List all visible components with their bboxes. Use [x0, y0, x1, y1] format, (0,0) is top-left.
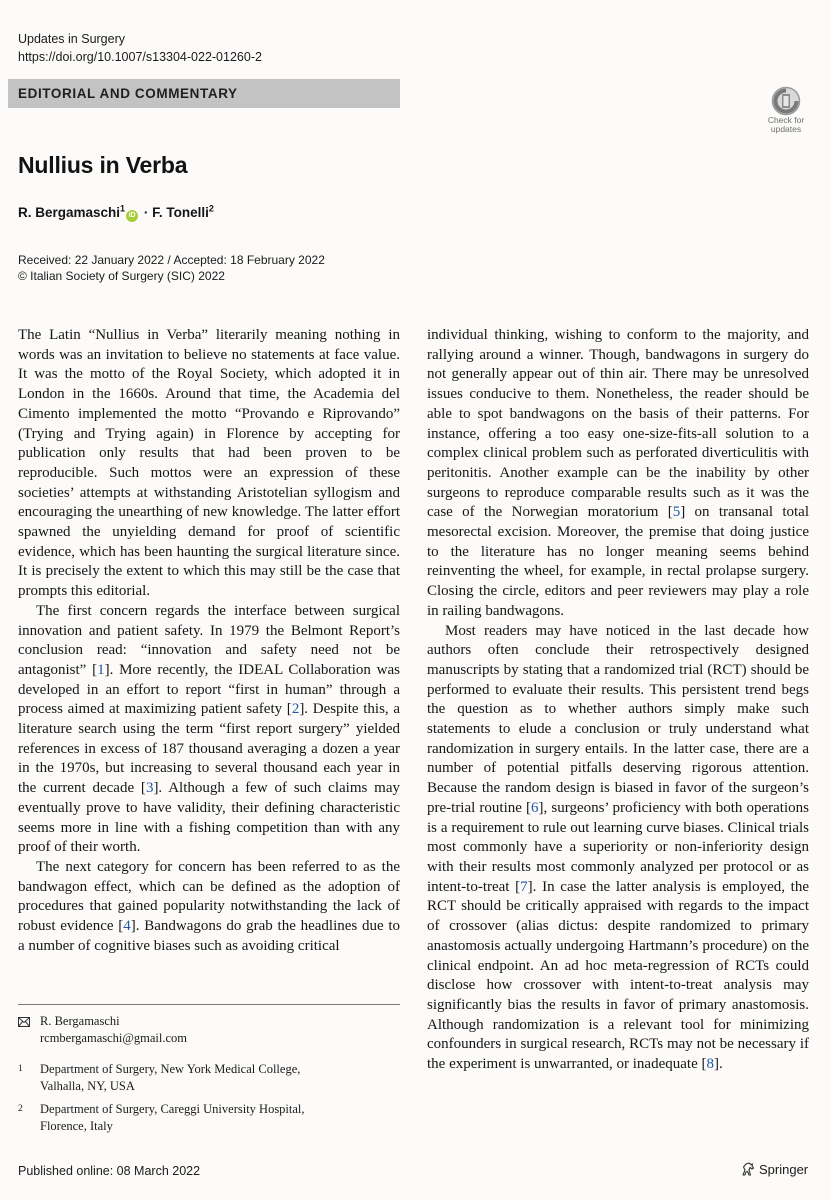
doi-link[interactable]: https://doi.org/10.1007/s13304-022-01260-2 [18, 50, 262, 64]
paragraph-text: ]. Although a few of such claims may eventually prove to have validity, their defining characteristic seems more in line with a fishing competition than with any proof of their worth. [18, 780, 400, 856]
paragraph-text: ]. Despite this, a literature search using the term “first report surgery” yielded references in excess of 187 thousand averaging a dozen a year in the 1970s, but increasing to several thousand each year in the current decade [ [18, 701, 400, 797]
correspondence-email[interactable]: rcmbergamaschi@gmail.com [40, 1031, 187, 1045]
paragraph-text: ] on transanal total mesorectal excision. Moreover, the premise that doing justice to the literature has no longer meaning seems behind reinventing the wheel, for example, in rectal prolapse surgery. Closing the circle, editors and peer reviewers may play a role in railing bandwagons. [427, 504, 809, 619]
citation-link[interactable]: 2 [291, 701, 300, 718]
article-title: Nullius in Verba [18, 152, 188, 178]
paragraph-text: ]. More recently, the IDEAL Collaboration was developed in an effort to report “first in human” through a process aimed at maximizing patient safety [ [18, 661, 400, 718]
section-banner: EDITORIAL AND COMMENTARY [8, 79, 400, 108]
citation-link[interactable]: 8 [706, 1056, 714, 1073]
body-column-left [18, 326, 400, 957]
article-dates: Received: 22 January 2022 / Accepted: 18 February 2022 [18, 253, 325, 267]
paragraph-text: ]. In case the latter analysis is employed, the RCT should be critically appraised with regards to the impact of crossover (alias dictus: despite randomized to primary anastomosis actually undergoing Hartmann’s procedure) on the clinical endpoint. An ad hoc meta-regression of RCTs could disclose how crossover with intent-to-treat analysis may significantly bias the results in favor of primary anastomosis. Although randomization is a relevant tool for minimizing confounders in surgical research, RCTs may not be necessary if the experiment is unwarranted, or inadequate [ [427, 878, 809, 1073]
check-for-updates-button[interactable] [760, 86, 812, 134]
citation-link[interactable]: 6 [531, 799, 539, 816]
orcid-icon[interactable]: iD [126, 210, 138, 222]
body-paragraph [18, 602, 400, 858]
envelope-icon [18, 1017, 30, 1027]
paragraph-text: Most readers may have noticed in the last decade how authors often conclude their retrospectively designed manuscripts by stating that a randomized trial (RCT) should be performed to evaluate their results. This persistent trend begs the question as to whether authors simply make such statements to elude a conclusion or truly understand what randomization in surgery entails. In the latter case, there are a number of potential pitfalls deserving rigorous attention. Because the random design is biased in favor of the surgeon’s pre-trial routine [ [427, 622, 809, 816]
author-affiliation-mark: 1 [120, 203, 126, 214]
check-updates-line1: Check for [767, 115, 805, 125]
paragraph-text: The first concern regards the interface between surgical innovation and patient safety. In 1979 the Belmont Report’s conclusion read: “innovation and safety need not be antagonist” [ [18, 602, 400, 678]
copyright-line: © Italian Society of Surgery (SIC) 2022 [18, 269, 225, 283]
body-column-right [427, 326, 809, 1075]
author-affiliation-mark: 2 [208, 203, 214, 214]
body-paragraph [18, 858, 400, 957]
affiliation-line: Department of Surgery, Careggi University Hospital, [40, 1102, 305, 1116]
author-name[interactable]: F. Tonelli [152, 205, 209, 220]
check-updates-line2: updates [770, 124, 802, 134]
affiliation-mark: 2 [18, 1104, 23, 1114]
footnote-divider [18, 1004, 400, 1005]
affiliation-line: Department of Surgery, New York Medical College, [40, 1062, 301, 1076]
paragraph-text: The next category for concern has been referred to as the bandwagon effect, which can be defined as the adoption of procedures that gained popularity notwithstanding the lack of robust evidence [ [18, 858, 400, 935]
published-online-date: Published online: 08 March 2022 [18, 1164, 201, 1178]
affiliation-line: Florence, Italy [40, 1119, 113, 1133]
author-separator: · [143, 205, 149, 220]
paragraph-text: ]. [713, 1056, 723, 1073]
affiliation-line: Valhalla, NY, USA [40, 1079, 135, 1093]
body-paragraph [427, 622, 809, 1075]
springer-horse-icon [740, 1161, 756, 1177]
journal-name: Updates in Surgery [18, 32, 126, 46]
springer-label: Springer [759, 1162, 809, 1177]
paragraph-text: individual thinking, wishing to conform to the majority, and rallying around a winner. Though, bandwagons in surgery do not generally appear out of thin air. There may be unresolved issues conducive to them. Nonetheless, the reader should be able to spot bandwagons on the basis of their patterns. For instance, offering a too easy one-size-fits-all solution to a complex clinical problem such as perforated diverticulitis with peritonitis. Another example can be the inability by other surgeons to reproduce comparable results such as it was the case of the Norwegian moratorium [ [427, 327, 809, 521]
author-name[interactable]: R. Bergamaschi [18, 205, 121, 220]
citation-link[interactable]: 1 [97, 661, 105, 678]
body-paragraph [18, 326, 400, 602]
affiliation-mark: 1 [18, 1064, 23, 1074]
paragraph-text: ]. Bandwagons do grab the headlines due to a number of cognitive biases such as avoiding critical [18, 918, 401, 954]
body-paragraph [427, 326, 809, 622]
citation-link[interactable]: 5 [672, 504, 681, 521]
springer-logo-link[interactable] [740, 1160, 808, 1180]
correspondence-name: R. Bergamaschi [40, 1014, 120, 1028]
paragraph-text: ], surgeons’ proficiency with both operations is a requirement to rule out learning curve biases. Clinical trials most commonly have a superiority or non-inferiority design with their results most commonly analyzed per protocol or as intent-to-treat [ [427, 799, 809, 895]
check-for-updates-icon [771, 86, 801, 116]
author-list [18, 203, 214, 223]
citation-link[interactable]: 4 [123, 918, 131, 935]
paragraph-text: The Latin “Nullius in Verba” literarily meaning nothing in words was an invitation to believe no statements at face value. It was the motto of the Royal Society, which adopted it in London in the 1660s. Around that time, the Academia del Cimento implemented the motto “Provando e Riprovando” (Trying and Trying again) in Florence by accepting for publication only results that had been proven to be reproducible. Such mottos were an expression of these societies’ attempts at withstanding Aristotelian syllogism and encouraging the unearthing of new knowledge. The latter effort spawned the unyielding demand for proof of scientific evidence, which has been haunting the surgical literature since. It is precisely the extent to which this may still be the case that prompts this editorial. [18, 327, 400, 600]
citation-link[interactable]: 3 [145, 780, 154, 797]
citation-link[interactable]: 7 [520, 878, 528, 895]
